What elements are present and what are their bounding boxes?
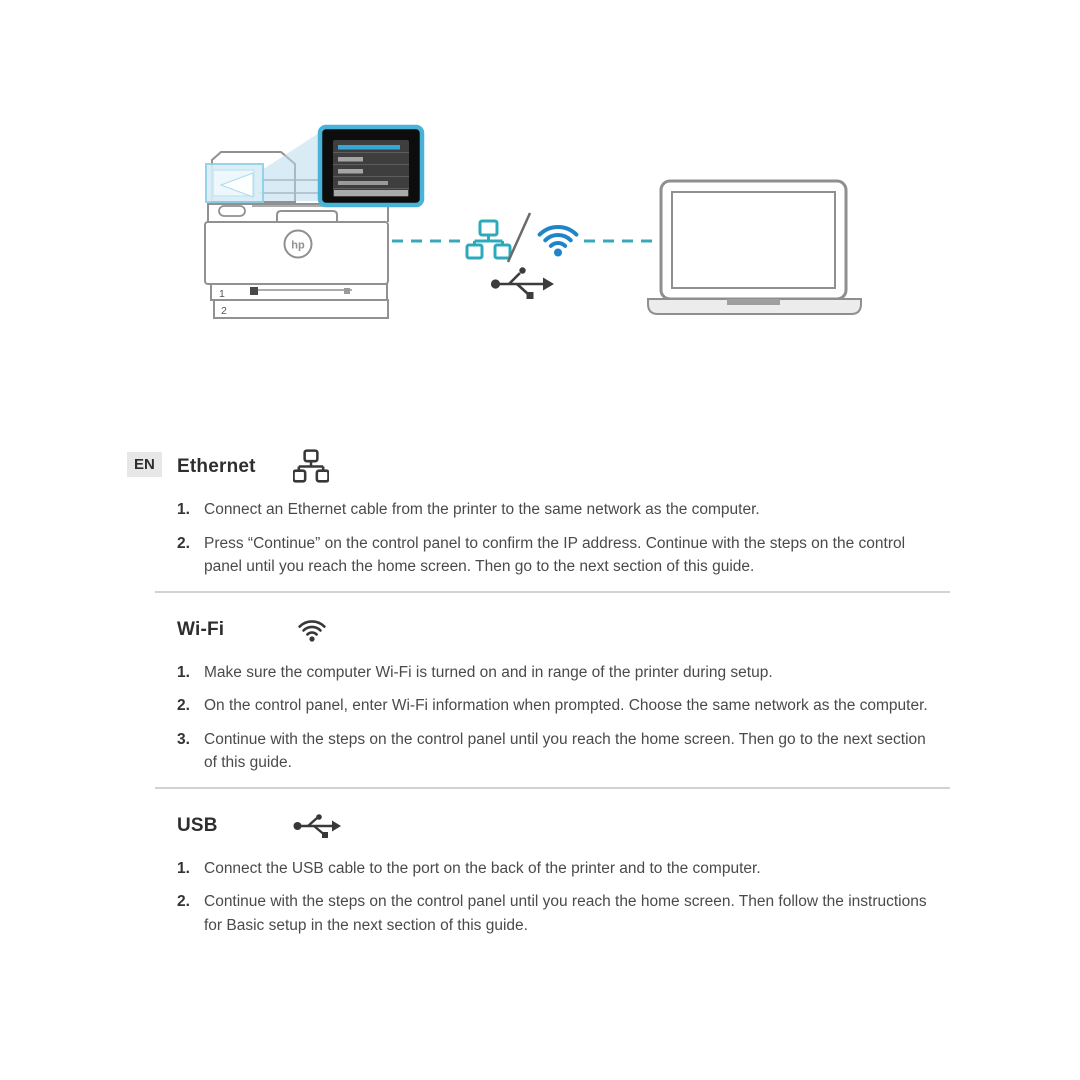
guide-content	[177, 448, 932, 947]
control-panel-screen-callout	[320, 127, 422, 205]
en-language-badge: EN	[127, 452, 162, 477]
menu-selected-bar	[338, 145, 400, 150]
section-wifi	[177, 611, 932, 775]
ethernet-icon	[293, 449, 329, 485]
tray2-label: 2	[221, 305, 227, 317]
usb-icon	[491, 267, 554, 299]
section-title-wifi: Wi-Fi	[177, 618, 225, 640]
wifi-icon	[293, 616, 331, 644]
slash-divider	[508, 213, 530, 262]
step-item: Connect the USB cable to the port on the back of the printer and to the computer.	[204, 859, 761, 877]
hp-logo	[285, 231, 312, 258]
setup-illustration	[180, 110, 900, 330]
section-divider	[155, 787, 950, 789]
hp-logo-text: hp	[291, 239, 305, 252]
wifi-icon	[540, 227, 577, 257]
laptop-illustration	[648, 181, 861, 314]
wifi-steps	[177, 661, 932, 775]
step-item: Continue with the steps on the control panel until you reach the home screen. Then go to the next section of this guide.	[204, 730, 926, 771]
usb-steps	[177, 857, 932, 938]
step-item: Press “Continue” on the control panel to confirm the IP address. Continue with the steps on the control panel until you reach the home screen. Then go to the next section of this guide.	[204, 534, 906, 575]
ethernet-icon	[467, 221, 510, 258]
step-item: Make sure the computer Wi-Fi is turned on and in range of the printer during setup.	[204, 663, 773, 681]
section-divider	[155, 591, 950, 593]
step-item: On the control panel, enter Wi-Fi information when prompted. Choose the same network as the computer.	[204, 697, 928, 714]
callout-beam	[262, 131, 322, 201]
section-title-usb: USB	[177, 814, 218, 836]
section-usb	[177, 807, 932, 938]
laptop-hinge	[727, 299, 780, 305]
section-title-ethernet: Ethernet	[177, 456, 256, 477]
step-item: Continue with the steps on the control panel until you reach the home screen. Then follow the instructions for Basic setup in the next section of this guide.	[204, 893, 927, 934]
step-item: Connect an Ethernet cable from the printer to the same network as the computer.	[204, 501, 760, 518]
ethernet-steps	[177, 498, 932, 579]
usb-icon	[293, 813, 341, 839]
section-ethernet	[177, 448, 932, 579]
tray1-label: 1	[219, 288, 225, 300]
control-panel-highlight	[206, 164, 263, 202]
